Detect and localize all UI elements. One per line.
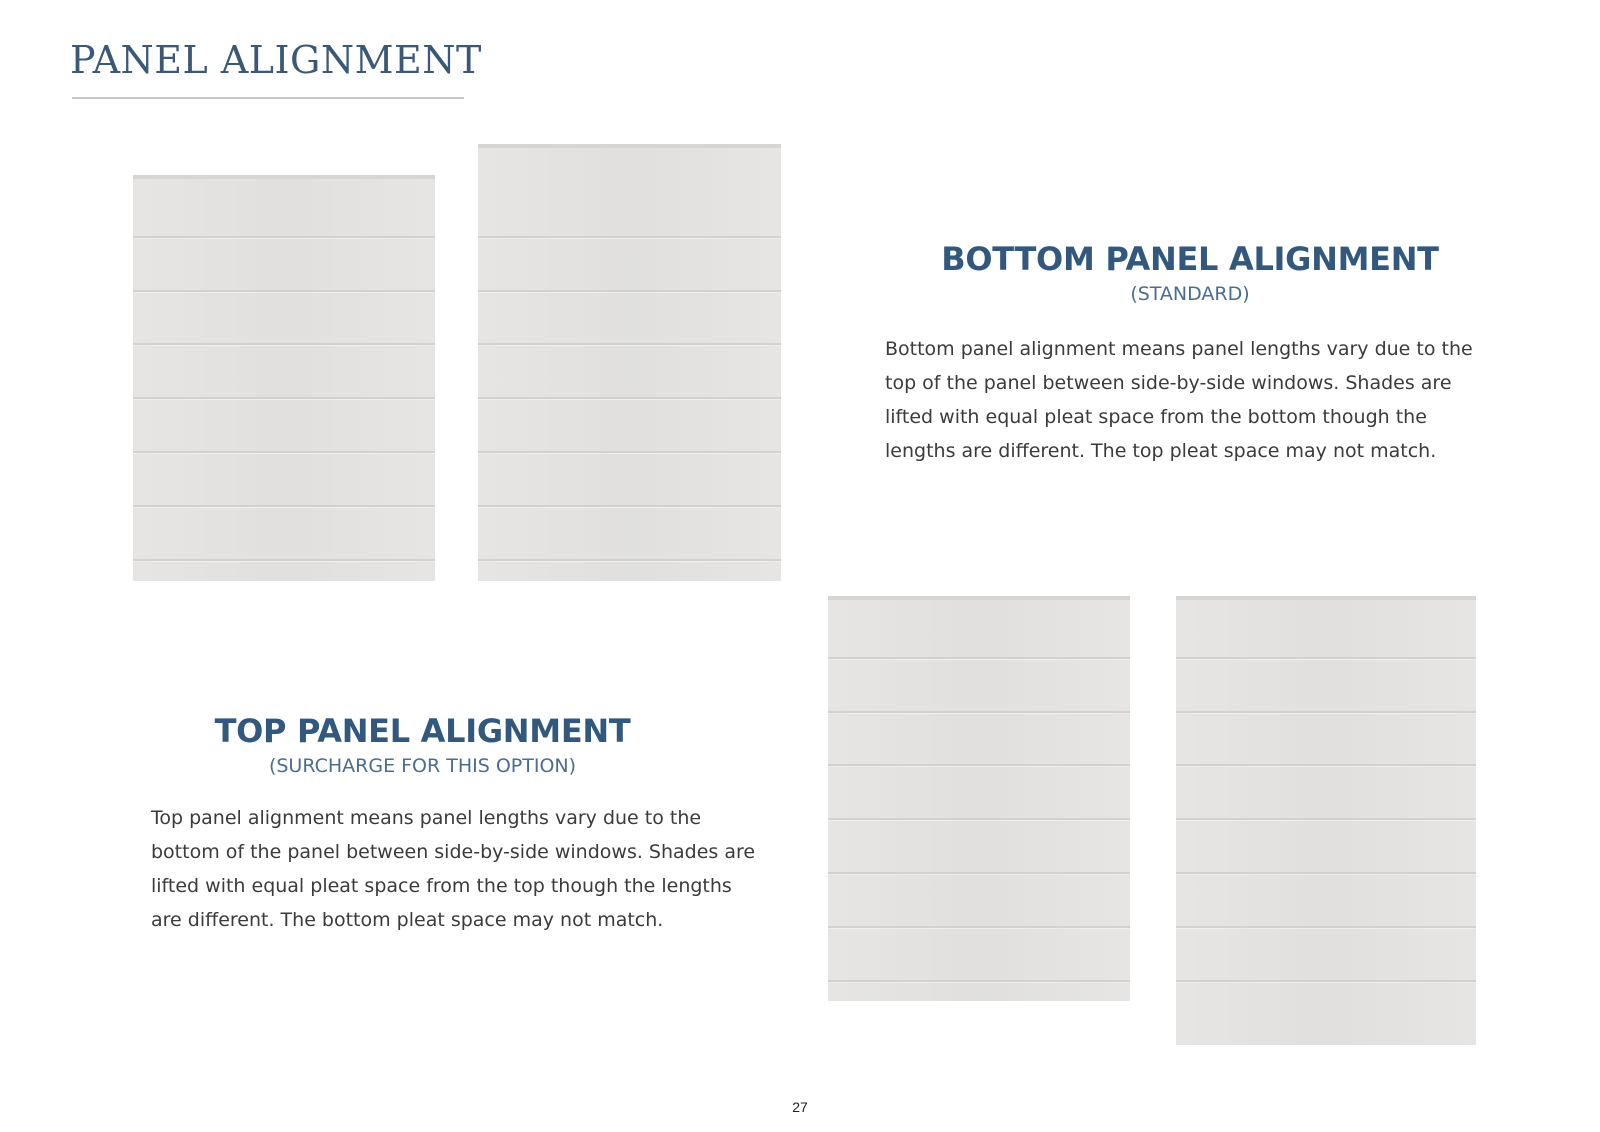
bottom-alignment-heading: BOTTOM PANEL ALIGNMENT bbox=[941, 240, 1439, 278]
top-aligned-shade-left bbox=[828, 596, 1130, 1001]
page-number: 27 bbox=[792, 1099, 808, 1115]
bottom-aligned-shade-left bbox=[133, 175, 435, 581]
bottom-aligned-shade-right bbox=[478, 144, 781, 581]
page-title: PANEL ALIGNMENT bbox=[70, 38, 482, 82]
bottom-alignment-subheading: (STANDARD) bbox=[1130, 283, 1250, 305]
top-alignment-heading: TOP PANEL ALIGNMENT bbox=[214, 712, 631, 750]
top-aligned-shade-right bbox=[1176, 596, 1476, 1045]
title-underline bbox=[72, 97, 464, 99]
top-alignment-description: Top panel alignment means panel lengths vary due to the bottom of the panel between side-by-side windows. Shades are lifted with equal pleat space from the top though the lengths are different. The bottom pleat space may not match. bbox=[151, 807, 756, 931]
bottom-alignment-description: Bottom panel alignment means panel lengths vary due to the top of the panel between side-by-side windows. Shades are lifted with equal pleat space from the bottom though the lengths are different. The top pleat space may not match. bbox=[885, 338, 1473, 462]
top-alignment-subheading: (SURCHARGE FOR THIS OPTION) bbox=[268, 755, 577, 777]
